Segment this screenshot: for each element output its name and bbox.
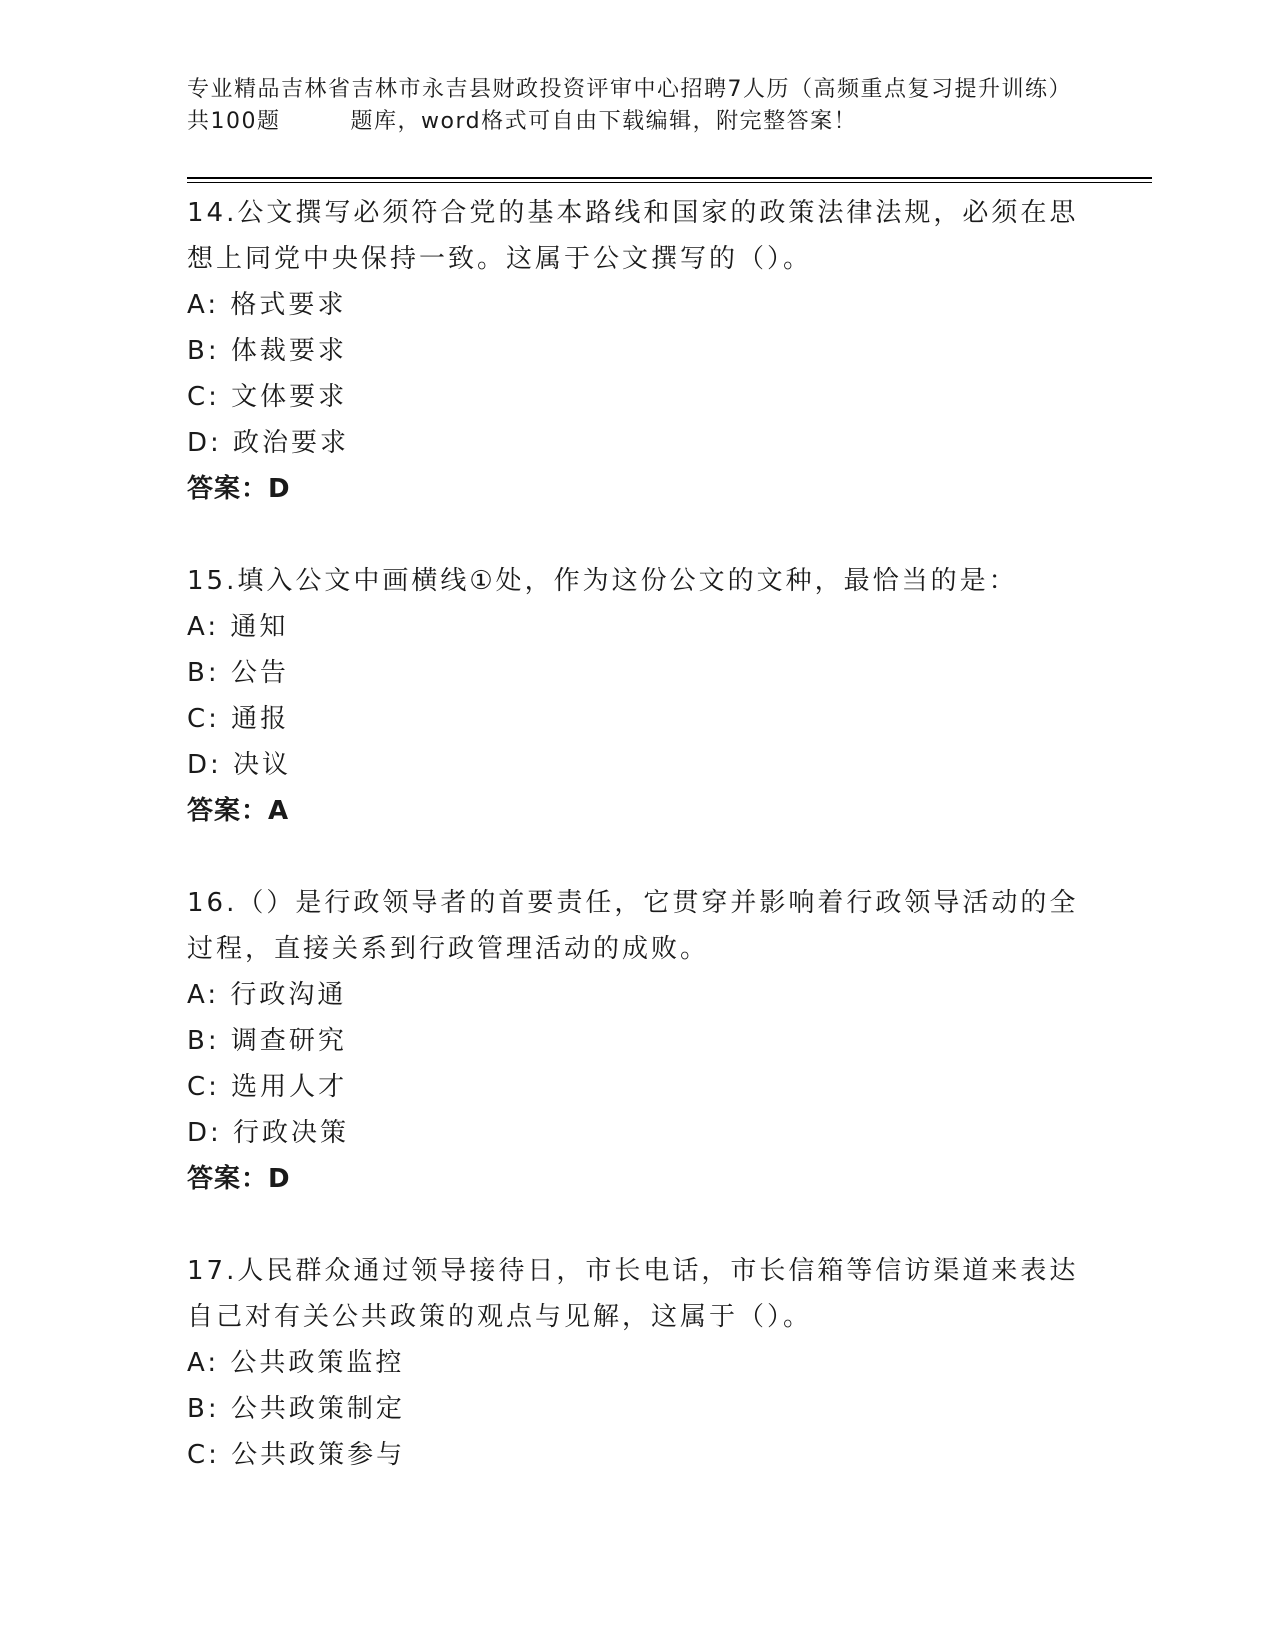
header-divider-thin <box>187 182 1152 183</box>
question-15 <box>187 558 1087 880</box>
question-stem: 17.人民群众通过领导接待日，市长电话，市长信箱等信访渠道来表达自己对有关公共政策的观点与见解，这属于（）。 <box>187 1256 1079 1332</box>
option-b: B: 调查研究 <box>187 1026 347 1056</box>
question-spacer <box>187 1202 1087 1248</box>
question-spacer <box>187 512 1087 558</box>
header-divider-thick <box>187 177 1152 179</box>
option-d: D: 政治要求 <box>187 428 350 458</box>
option-b: B: 公共政策制定 <box>187 1394 405 1424</box>
answer: 答案：D <box>187 1164 291 1194</box>
option-c: C: 通报 <box>187 704 290 734</box>
option-d: D: 决议 <box>187 750 292 780</box>
option-a: A: 格式要求 <box>187 290 347 320</box>
question-14 <box>187 190 1087 558</box>
option-c: C: 文体要求 <box>187 382 348 412</box>
option-a: A: 通知 <box>187 612 289 642</box>
option-b: B: 体裁要求 <box>187 336 347 366</box>
header-subtitle: 题库，word格式可自由下载编辑，附完整答案！ <box>350 109 858 134</box>
document-header <box>187 74 1087 138</box>
question-stem: 16.（）是行政领导者的首要责任，它贯穿并影响着行政领导活动的全过程，直接关系到行政管理活动的成败。 <box>187 888 1079 964</box>
option-c: C: 选用人才 <box>187 1072 348 1102</box>
header-title: 专业精品吉林省吉林市永吉县财政投资评审中心招聘7人历（高频重点复习提升训练）共100题 <box>187 77 1072 134</box>
option-b: B: 公告 <box>187 658 289 688</box>
option-a: A: 公共政策监控 <box>187 1348 405 1378</box>
question-17 <box>187 1248 1087 1478</box>
question-stem: 15.填入公文中画横线①处，作为这份公文的文种，最恰当的是： <box>187 566 1018 596</box>
option-d: D: 行政决策 <box>187 1118 350 1148</box>
option-a: A: 行政沟通 <box>187 980 347 1010</box>
question-16 <box>187 880 1087 1248</box>
question-spacer <box>187 834 1087 880</box>
question-list <box>187 190 1087 1478</box>
question-stem: 14.公文撰写必须符合党的基本路线和国家的政策法律法规，必须在思想上同党中央保持一致。这属于公文撰写的（）。 <box>187 198 1079 274</box>
answer: 答案：A <box>187 796 290 826</box>
answer: 答案：D <box>187 474 291 504</box>
option-c: C: 公共政策参与 <box>187 1440 406 1470</box>
